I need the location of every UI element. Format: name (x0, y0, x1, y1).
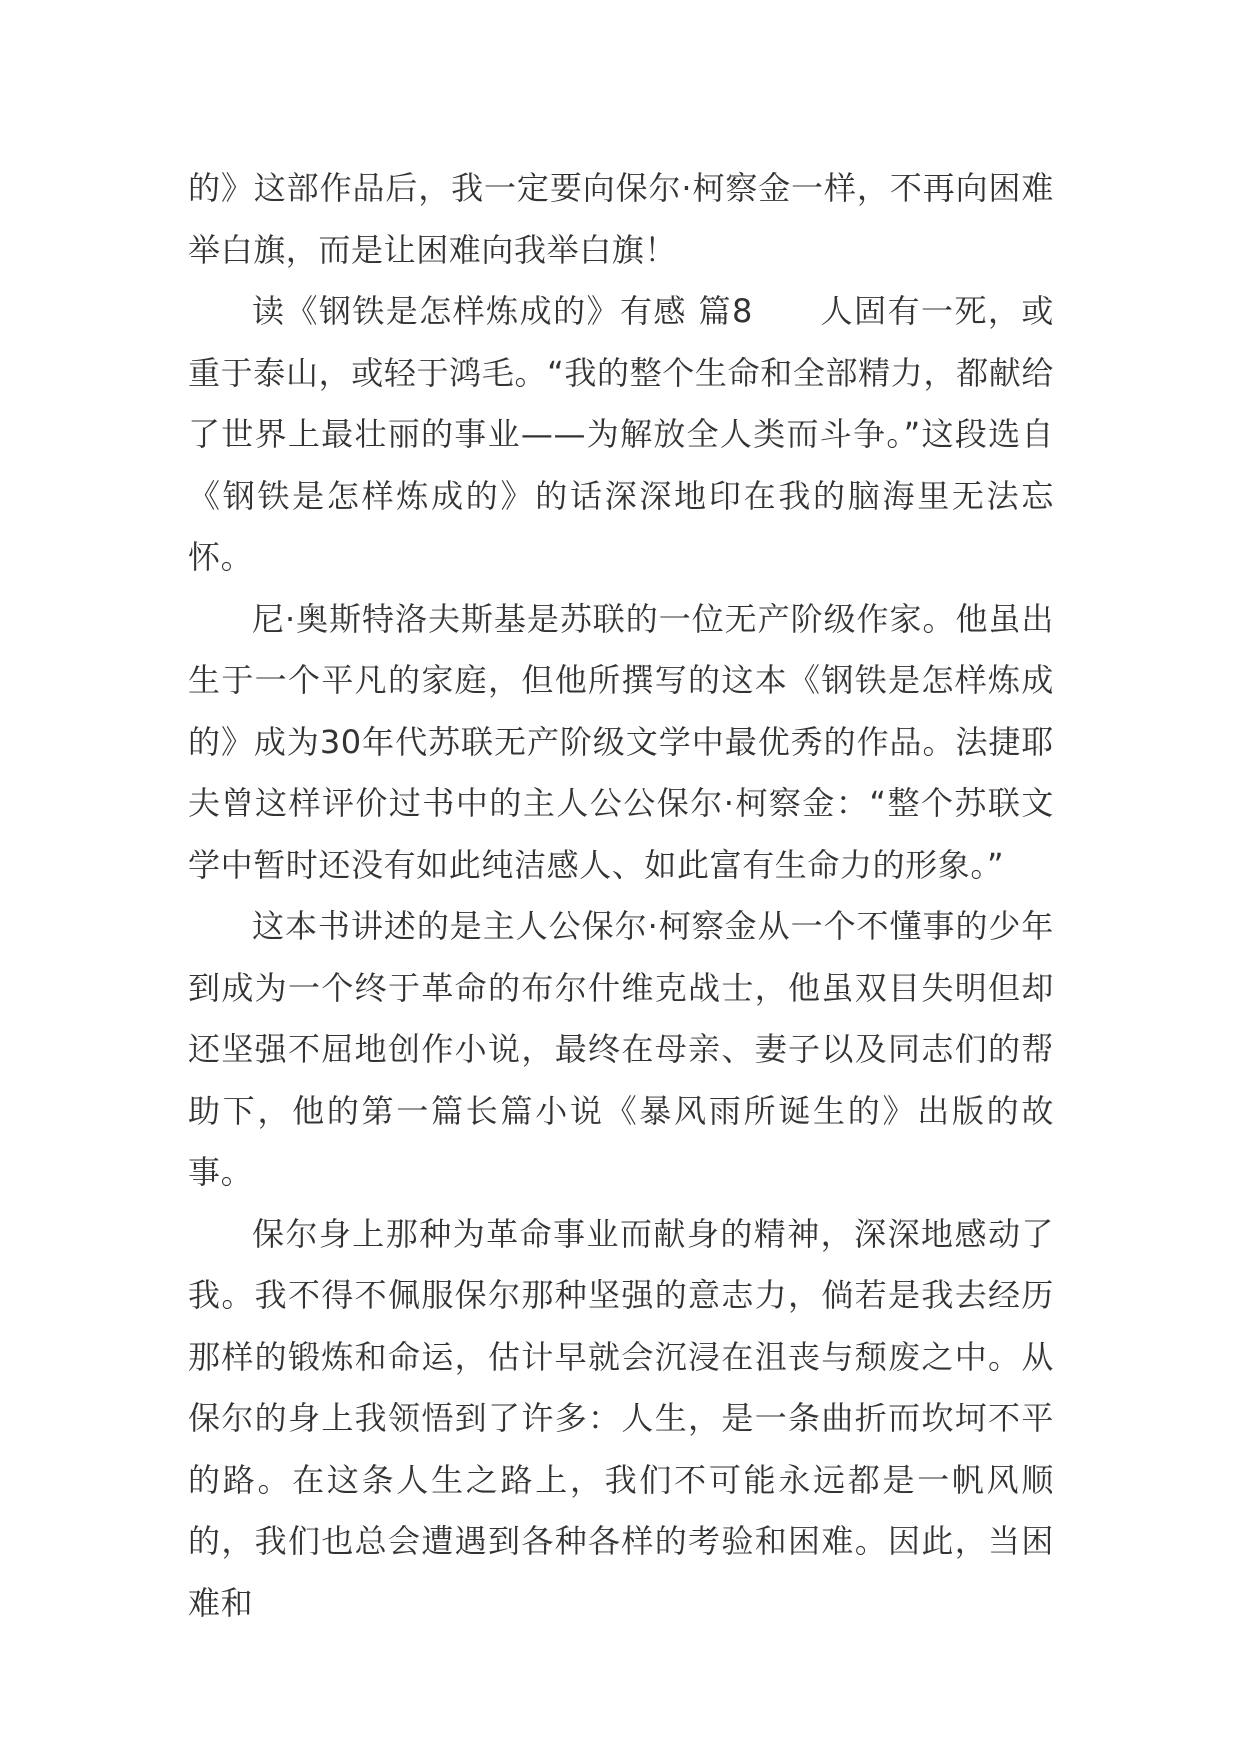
paragraph-story-summary: 这本书讲述的是主人公保尔·柯察金从一个不懂事的少年到成为一个终于革命的布尔什维克战士，他虽双目失明但却还坚强不屈地创作小说，最终在母亲、妻子以及同志们的帮助下，他的第一篇长篇小说《暴风雨所诞生的》出版的故事。 (188, 907, 1054, 1191)
paragraph-essay-8-opening: 读《钢铁是怎样炼成的》有感 篇8 人固有一死，或重于泰山，或轻于鸿毛。“我的整个生命和全部精力，都献给了世界上最壮丽的事业——为解放全人类而斗争。”这段选自《钢铁是怎样炼成的》的话深深地印在我的脑海里无法忘怀。 (188, 292, 1054, 576)
paragraph-continuation: 的》这部作品后，我一定要向保尔·柯察金一样，不再向困难举白旗，而是让困难向我举白旗！ (188, 169, 1054, 269)
paragraph-author-intro: 尼·奥斯特洛夫斯基是苏联的一位无产阶级作家。他虽出生于一个平凡的家庭，但他所撰写的这本《钢铁是怎样炼成的》成为30年代苏联无产阶级文学中最优秀的作品。法捷耶夫曾这样评价过书中的主人公公保尔·柯察金：“整个苏联文学中暂时还没有如此纯洁感人、如此富有生命力的形象。” (188, 599, 1054, 884)
document-body (188, 158, 1054, 1634)
paragraph-reflection: 保尔身上那种为革命事业而献身的精神，深深地感动了我。我不得不佩服保尔那种坚强的意志力，倘若是我去经历那样的锻炼和命运，估计早就会沉浸在沮丧与颓废之中。从保尔的身上我领悟到了许多：人生，是一条曲折而坎坷不平的路。在这条人生之路上，我们不可能永远都是一帆风顺的，我们也总会遭遇到各种各样的考验和困难。因此，当困难和 (188, 1214, 1054, 1622)
